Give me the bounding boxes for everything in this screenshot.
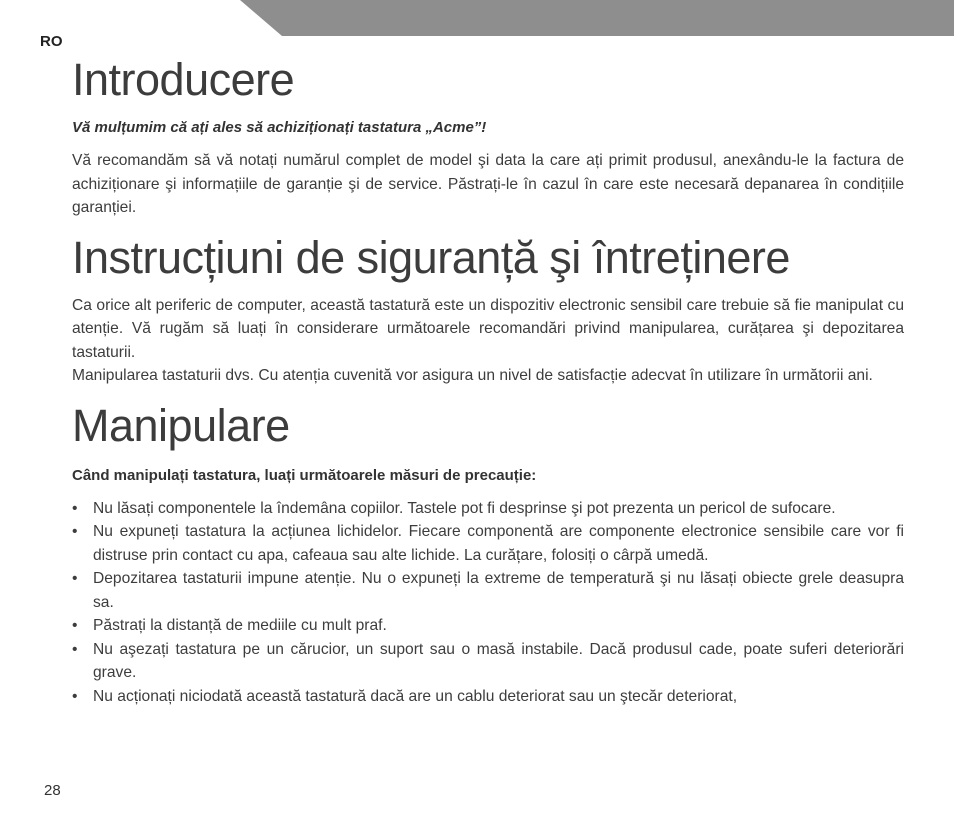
list-item-text: Nu expuneți tastatura la acțiunea lichidelor. Fiecare componentă are componente electronice sensibile care vor fi distruse prin contact cu apa, cafeaua sau alte lichide. La curățare, folosiți o cârpă umedă.	[93, 523, 904, 564]
bullet-glyph: •	[72, 570, 78, 587]
bullet-glyph: •	[72, 523, 78, 540]
list-item-text: Nu acționați niciodată această tastatură dacă are un cablu deteriorat sau un ştecăr deteriorat,	[93, 687, 738, 705]
header-band	[240, 0, 954, 36]
bullet-glyph: •	[72, 617, 78, 634]
intro-lead: Vă mulțumim că ați ales să achiziționați tastatura „Acme”!	[72, 119, 487, 136]
bullet-glyph: •	[72, 499, 78, 517]
handling-list	[72, 497, 904, 709]
section-title-introducere: Introducere	[72, 54, 295, 105]
section-title-siguranta: Instrucțiuni de siguranță şi întreținere	[72, 231, 790, 283]
language-label: RO	[40, 33, 63, 50]
list-item	[72, 497, 904, 521]
list-item	[72, 685, 904, 709]
handling-lead: Când manipulați tastatura, luați următoarele măsuri de precauție:	[72, 466, 537, 484]
intro-paragraph: Vă recomandăm să vă notați numărul complet de model şi data la care ați primit produsul, anexându-le la factura de achiziționare şi informațiile de garanție şi de service. Păstrați-le în cazul în care este necesară depanarea în condițiile garanției.	[72, 152, 904, 216]
list-item-text: Depozitarea tastaturii impune atenție. Nu o expuneți la extreme de temperatură şi nu lăsați obiecte grele deasupra sa.	[93, 570, 904, 611]
list-item	[72, 638, 904, 685]
list-item	[72, 614, 904, 638]
section-title-manipulare: Manipulare	[72, 399, 290, 451]
list-item-text: Nu lăsați componentele la îndemâna copiilor. Tastele pot fi desprinse şi pot prezenta un pericol de sufocare.	[93, 499, 836, 517]
list-item	[72, 567, 904, 614]
bullet-glyph: •	[72, 640, 78, 658]
page-content	[72, 52, 904, 708]
list-item-text: Nu aşezați tastatura pe un cărucior, un suport sau o masă instabile. Dacă produsul cade, poate suferi deteriorări grave.	[93, 640, 904, 681]
safety-paragraph-2: Manipularea tastaturii dvs. Cu atenția cuvenită vor asigura un nivel de satisfacție adecvat în utilizare în următorii ani.	[72, 367, 873, 384]
page-number: 28	[44, 782, 61, 799]
safety-paragraph-1: Ca orice alt periferic de computer, această tastatură este un dispozitiv electronic sensibil care trebuie să fie manipulat cu atenție. Vă rugăm să luați în considerare următoarele recomandări privind manipularea, curățarea şi depozitarea tastaturii.	[72, 296, 904, 361]
list-item	[72, 520, 904, 567]
bullet-glyph: •	[72, 687, 78, 705]
list-item-text: Păstrați la distanță de mediile cu mult praf.	[93, 617, 387, 634]
